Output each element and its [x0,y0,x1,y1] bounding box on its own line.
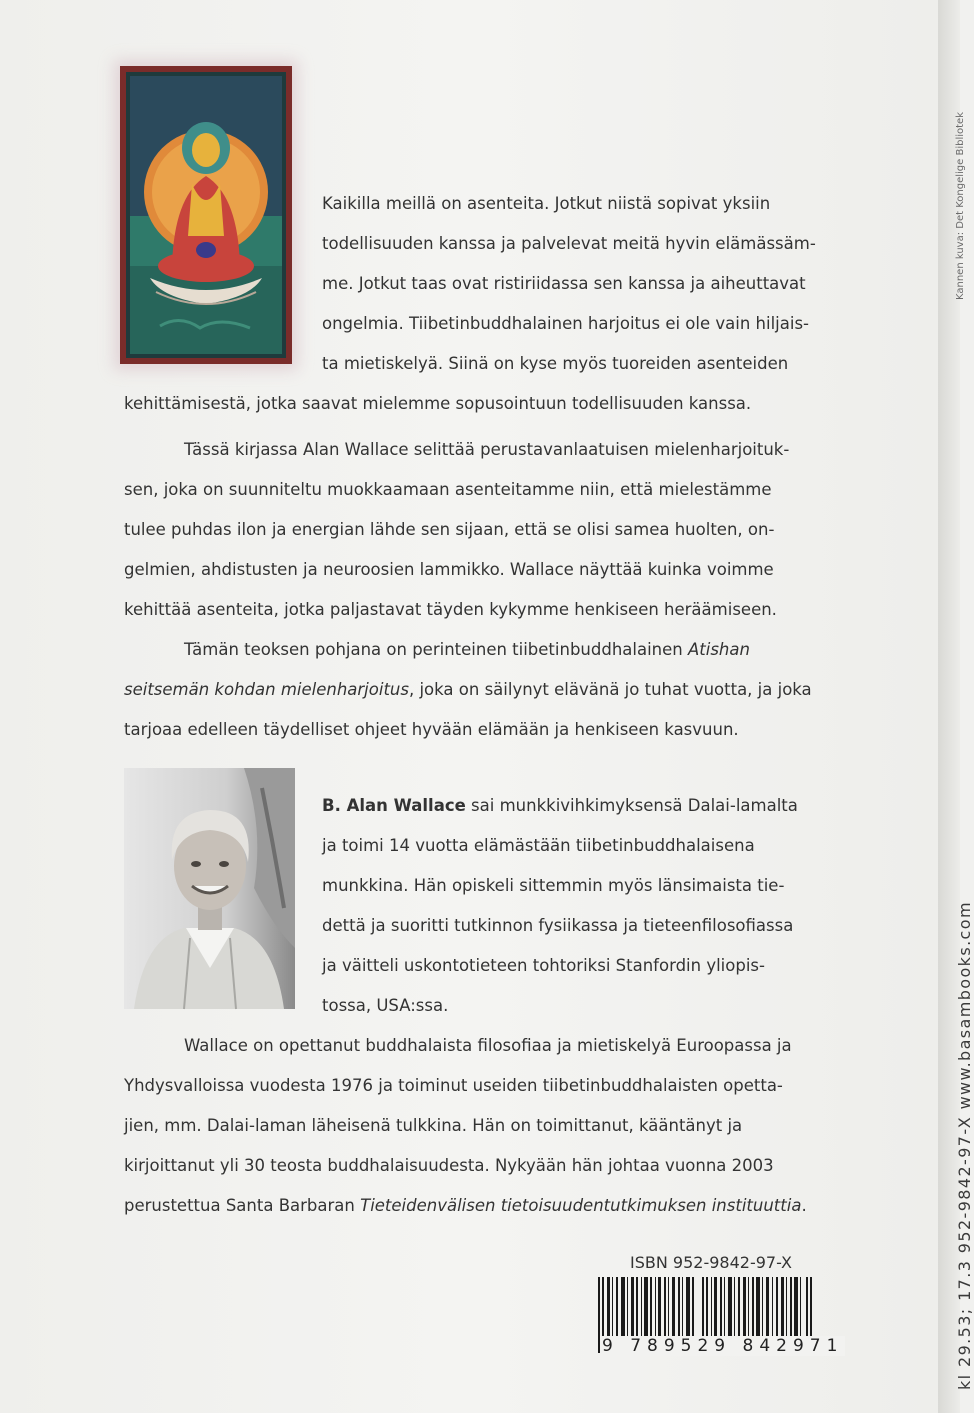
text-run: Tämän teoksen pohjana on perinteinen tiibetinbuddhalainen [184,640,688,659]
text-line: gelmien, ahdistusten ja neuroosien lammikko. Wallace näyttää kuinka voimme [124,560,774,579]
text-line: kirjoittanut yli 30 teosta buddhalaisuudesta. Nykyään hän johtaa vuonna 2003 [124,1156,774,1175]
description-paragraph [124,430,789,630]
text-line: munkkina. Hän opiskeli sittemmin myös länsimaista tie- [322,876,785,895]
author-photo [124,768,295,1009]
text-line [124,670,812,710]
text-line: Kaikilla meillä on asenteita. Jotkut niistä sopivat yksiin [322,194,771,213]
intro-paragraph-end [124,384,751,424]
author-bio [322,786,798,1026]
text-line: kehittämisestä, jotka saavat mielemme sopusointuun todellisuuden kanssa. [124,394,752,413]
text-line [124,630,812,670]
barcode-number: 9 789529 842971 [602,1336,844,1356]
text-line: Yhdysvalloissa vuodesta 1976 ja toiminut useiden tiibetinbuddhalaisten opetta- [124,1076,783,1095]
isbn-label: ISBN 952-9842-97-X [630,1253,793,1272]
text-line [322,786,798,826]
text-line: tossa, USA:ssa. [322,996,449,1015]
text-line: Wallace on opettanut buddhalaista filosofiaa ja mietiskelyä Euroopassa ja [184,1036,792,1055]
institute-name-italic: Tieteidenvälisen tietoisuudentutkimuksen instituuttia [360,1196,802,1215]
text-run: , joka on säilynyt elävänä jo tuhat vuotta, ja joka [408,680,812,699]
spine-text: kl 29.53; 17.3 952-9842-97-X www.basambooks.com [955,901,974,1390]
book-title-italic: Atishan [687,640,750,659]
intro-paragraph [322,184,816,384]
text-line: ongelmia. Tiibetinbuddhalainen harjoitus ei ole vain hiljais- [322,314,809,333]
cover-credit: Kannen kuva: Det Kongelige Bibliotek [955,112,966,300]
text-run: perustettua Santa Barbaran [124,1196,361,1215]
text-line: ja toimi 14 vuotta elämästään tiibetinbuddhalaisena [322,836,755,855]
text-line: ja väitteli uskontotieteen tohtoriksi Stanfordin yliopis- [322,956,765,975]
text-line: tarjoaa edelleen täydelliset ohjeet hyvään elämään ja henkiseen kasvuun. [124,720,739,739]
text-line: me. Jotkut taas ovat ristiriidassa sen kanssa ja aiheuttavat [322,274,806,293]
text-line: tulee puhdas ilon ja energian lähde sen sijaan, että se olisi samea huolten, on- [124,520,775,539]
text-line: kehittää asenteita, jotka paljastavat täyden kykymme henkiseen heräämiseen. [124,600,777,619]
text-run: sai munkkivihkimyksensä Dalai-lamalta [465,796,798,815]
text-line: todellisuuden kanssa ja palvelevat meitä hyvin elämässäm- [322,234,816,253]
text-line: dettä ja suoritti tutkinnon fysiikassa ja tieteenfilosofiassa [322,916,794,935]
career-paragraph [124,1026,807,1226]
book-title-italic: seitsemän kohdan mielenharjoitus [124,680,409,699]
text-run: . [801,1196,807,1215]
text-line [124,1186,807,1226]
buddha-painting-image [120,66,292,364]
source-paragraph [124,630,812,750]
text-line: ta mietiskelyä. Siinä on kyse myös tuoreiden asenteiden [322,354,789,373]
text-line: jien, mm. Dalai-laman läheisenä tulkkina. Hän on toimittanut, kääntänyt ja [124,1116,743,1135]
author-name: B. Alan Wallace [322,796,466,815]
text-line: sen, joka on suunniteltu muokkaamaan asenteitamme niin, että mielestämme [124,480,772,499]
text-line: Tässä kirjassa Alan Wallace selittää perustavanlaatuisen mielenharjoituk- [184,440,790,459]
